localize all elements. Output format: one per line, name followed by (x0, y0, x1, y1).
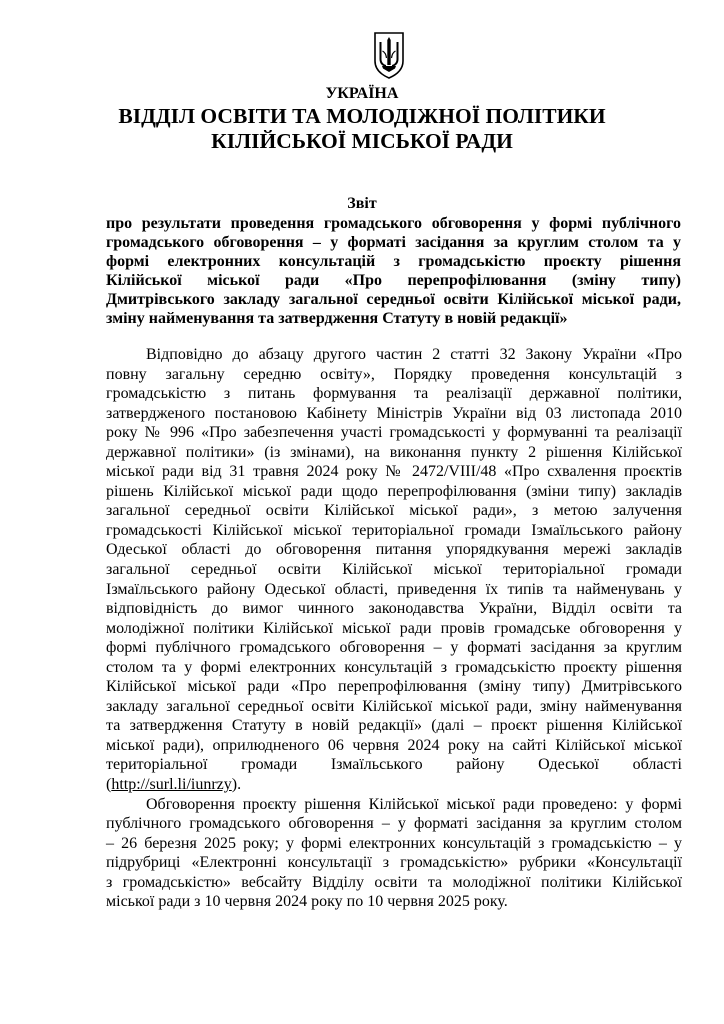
body-line: громадськості Кілійської міської територіальної громади Ізмаїльського району (106, 521, 682, 539)
link-suffix: ). (231, 776, 242, 794)
body-line: року № 996 «Про забезпечення участі громадськості у формуванні та реалізації (106, 424, 682, 442)
body-line: відповідність до вимог чинного законодавства України, Відділ освіти та (106, 600, 682, 618)
body-line: Одеської області до обговорення питання упорядкування мережі закладів (106, 541, 682, 559)
body-line: міської ради від 31 травня 2024 року № 2472/VIII/48 «Про схвалення проєктів (106, 463, 682, 481)
body-line: громадськістю з питань формування та реалізації державної політики, (106, 385, 682, 403)
body-line: закладу загальної середньої освіти Кілійської міської ради, зміну найменування (106, 697, 682, 715)
header-organization (0, 104, 724, 154)
body-line: Обговорення проєкту рішення Кілійської міської ради проведено: у формі (146, 795, 682, 813)
link-prefix: ( (106, 776, 112, 794)
report-title: Звіт (347, 195, 377, 212)
header-org-line-1: ВІДДІЛ ОСВІТИ ТА МОЛОДІЖНОЇ ПОЛІТИКИ (118, 104, 606, 128)
body-line: міської ради з 10 червня 2024 року по 10 червня 2025 року. (106, 893, 508, 911)
body-line: Кілійської міської ради «Про перепрофілювання (зміну типу) Дмитрівського (106, 678, 682, 696)
body-line: формі публічного громадського обговорення – у форматі засідання за круглим (106, 639, 682, 657)
source-link[interactable]: http://surl.li/iunrzy (111, 776, 232, 794)
report-subject-line: Дмитрівського закладу загальної середньої освіти Кілійської міської ради, (106, 291, 681, 308)
body-line: публічного громадського обговорення – у форматі засідання за круглим столом (106, 815, 682, 833)
report-subject-line: зміну найменування та затвердження Статуту в новій редакції» (106, 310, 568, 327)
header-org-line-2: КІЛІЙСЬКОЇ МІСЬКОЇ РАДИ (211, 129, 513, 153)
body-line: Відповідно до абзацу другого частин 2 статті 32 Закону України «Про (146, 346, 682, 363)
body-line: – 26 березня 2025 року; у формі електронних консультацій з громадськістю – у (106, 834, 682, 852)
body-line: міської ради), оприлюдненого 06 червня 2024 року на сайті Кілійської міської (106, 736, 682, 754)
body-line: Ізмаїльського району Одеської області, приведення їх типів та найменувань у (106, 580, 682, 598)
body-line: молодіжної політики Кілійської міської ради провів громадське обговорення у (106, 619, 682, 637)
body-line: затвердженого постановою Кабінету Міністрів України від 03 листопада 2010 (106, 404, 682, 422)
report-body (106, 345, 682, 912)
body-line: столом та у формі електронних консультацій з громадськістю проєкту рішення (106, 658, 682, 676)
report-subject (106, 214, 681, 328)
body-line: підрубриці «Електронні консультації з громадськістю» рубрики «Консультації (106, 854, 682, 872)
body-line: повну загальну середню освіту», Порядку проведення консультацій з (106, 365, 682, 383)
report-subject-line: Кілійської міської ради «Про перепрофілювання (зміну типу) (106, 272, 681, 289)
body-line: з громадськістю» вебсайту Відділу освіти та молодіжної політики Кілійської (106, 873, 682, 891)
body-line: державної політики» (із змінами), на виконання пункту 2 рішення Кілійської (106, 443, 682, 461)
header-country: УКРАЇНА (325, 85, 399, 102)
report-subject-line: формі електронних консультацій з громадськістю проєкту рішення (106, 253, 681, 270)
report-subject-line: про результати проведення громадського обговорення у формі публічного (106, 215, 681, 232)
coat-of-arms-trident-icon (373, 31, 405, 79)
body-line: загальної середньої освіти Кілійської міської ради», з метою залучення (106, 502, 682, 520)
report-subject-line: громадського обговорення – у форматі засідання за круглим столом та у (106, 234, 681, 251)
body-line-link (106, 775, 682, 795)
body-line: рішень Кілійської міської ради щодо перепрофілювання (зміни типу) закладів (106, 482, 682, 500)
body-line: та затвердження Статуту в новій редакції» (далі – проєкт рішення Кілійської (106, 717, 682, 735)
body-line: територіальної громади Ізмаїльського району Одеської області (106, 756, 682, 774)
body-line: загальної середньої освіти Кілійської міської територіальної громади (106, 561, 682, 579)
